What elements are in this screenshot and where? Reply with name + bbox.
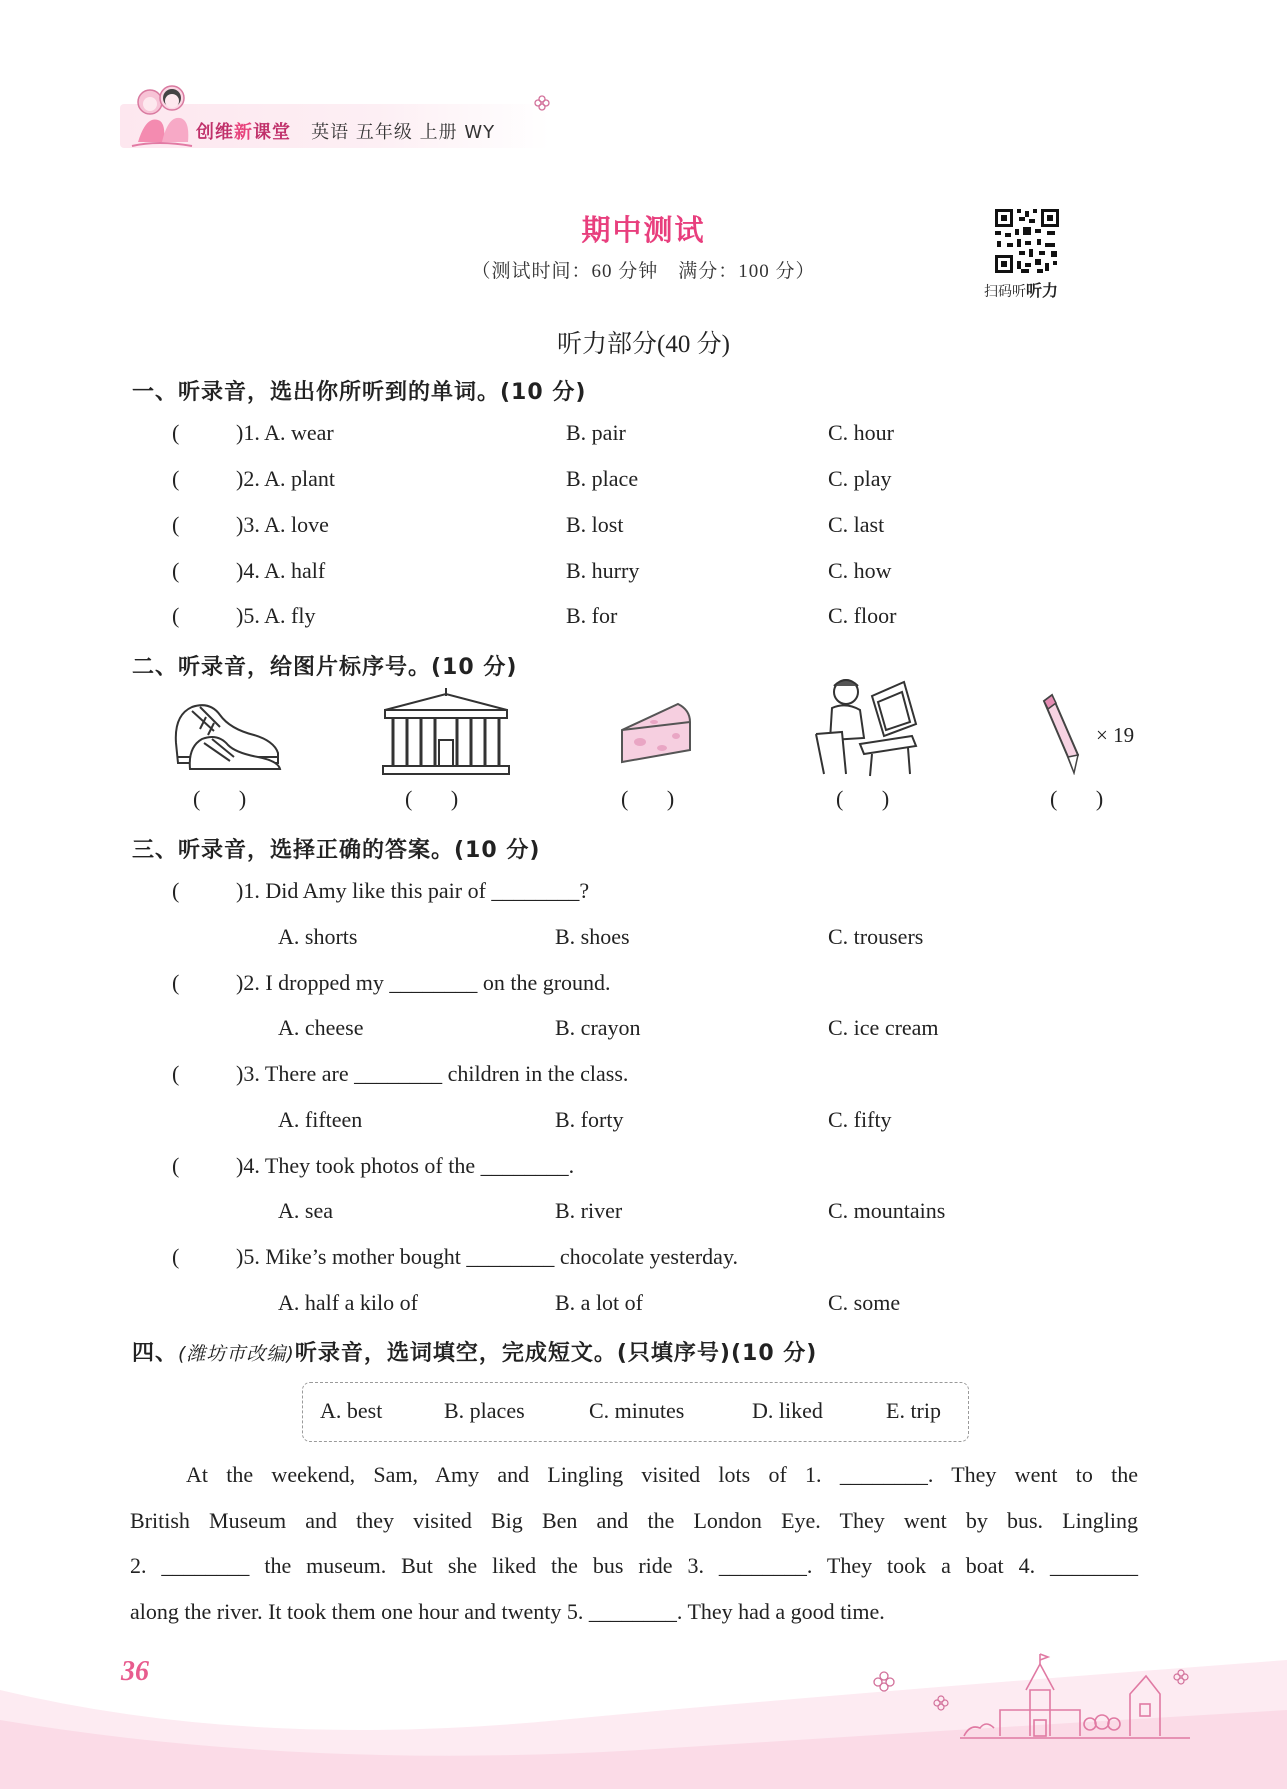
shoes-picture xyxy=(170,695,285,777)
answer-bracket[interactable]: ( xyxy=(172,420,180,445)
question-text: )1. Did Amy like this pair of ________? xyxy=(236,878,590,903)
answer-bracket[interactable]: ( xyxy=(172,1153,180,1178)
picture-answer-bracket[interactable]: ( ) xyxy=(1050,786,1104,811)
picture-answer-bracket[interactable]: ( ) xyxy=(405,786,459,811)
section3-heading: 三、听录音，选择正确的答案。(10 分) xyxy=(132,838,541,863)
answer-bracket[interactable]: ( xyxy=(172,1244,180,1269)
answer-bracket[interactable]: ( xyxy=(172,466,180,491)
cheese-picture xyxy=(618,700,694,766)
option-b: B. lost xyxy=(566,512,624,537)
section2-heading: 二、听录音，给图片标序号。(10 分) xyxy=(132,655,518,680)
page-title: 期中测试 xyxy=(581,213,706,247)
word-option: D. liked xyxy=(752,1398,823,1423)
section4-heading: 四、(潍坊市改编)听录音，选词填空，完成短文。(只填序号)(10 分) xyxy=(132,1341,818,1366)
option-b: B. crayon xyxy=(555,1015,641,1040)
option-c: C. floor xyxy=(828,603,897,628)
word-option: B. places xyxy=(444,1398,525,1423)
option-c: C. mountains xyxy=(828,1198,946,1223)
item-text: )3. A. love xyxy=(236,512,329,537)
flower-icon xyxy=(1172,1668,1190,1686)
picture-answer-bracket[interactable]: ( ) xyxy=(193,786,247,811)
option-b: B. place xyxy=(566,466,639,491)
passage-line: British Museum and they visited Big Ben and the London Eye. They went by bus. Lingling xyxy=(130,1507,1138,1533)
option-c: C. ice cream xyxy=(828,1015,939,1040)
book-info: 英语 五年级 上册 WY xyxy=(311,122,496,143)
answer-bracket[interactable]: ( xyxy=(172,603,180,628)
item-text: )1. A. wear xyxy=(236,420,334,445)
page-number: 36 xyxy=(121,1656,149,1687)
word-option: E. trip xyxy=(886,1398,941,1423)
option-c: C. fifty xyxy=(828,1107,892,1132)
option-b: B. pair xyxy=(566,420,626,445)
picture-answer-bracket[interactable]: ( ) xyxy=(836,786,890,811)
question-text: )4. They took photos of the ________. xyxy=(236,1153,575,1178)
flower-icon xyxy=(533,94,551,112)
option-c: C. how xyxy=(828,558,892,583)
option-a: A. sea xyxy=(278,1198,333,1223)
item-text: )4. A. half xyxy=(236,558,326,583)
flower-icon xyxy=(932,1694,950,1712)
header-text xyxy=(196,118,495,144)
picture-answer-bracket[interactable]: ( ) xyxy=(621,786,675,811)
option-b: B. forty xyxy=(555,1107,624,1132)
brand-name: 创维新课堂 xyxy=(196,122,291,143)
option-c: C. hour xyxy=(828,420,894,445)
answer-bracket[interactable]: ( xyxy=(172,878,180,903)
pencil-count: × 19 xyxy=(1096,723,1135,747)
word-option: C. minutes xyxy=(589,1398,685,1423)
item-text: )5. A. fly xyxy=(236,603,316,628)
option-b: B. hurry xyxy=(566,558,640,583)
item-text: )2. A. plant xyxy=(236,466,335,491)
option-a: A. half a kilo of xyxy=(278,1290,418,1315)
option-c: C. last xyxy=(828,512,885,537)
qr-code-icon[interactable] xyxy=(993,207,1061,275)
part-heading: 听力部分(40 分) xyxy=(557,331,730,358)
option-c: C. some xyxy=(828,1290,901,1315)
test-info: （测试时间：60 分钟 满分：100 分） xyxy=(471,261,816,282)
boy-drawing-picture xyxy=(812,674,924,778)
mascot-kids-icon xyxy=(128,80,198,152)
pencil-picture xyxy=(1040,693,1090,775)
passage-line: 2. ________ the museum. But she liked the bus ride 3. ________. They took a boat 4. ________ xyxy=(130,1553,1138,1578)
castle-icon xyxy=(960,1650,1190,1740)
option-c: C. play xyxy=(828,466,892,491)
option-a: A. cheese xyxy=(278,1015,364,1040)
answer-bracket[interactable]: ( xyxy=(172,970,180,995)
question-text: )3. There are ________ children in the class. xyxy=(236,1061,629,1086)
section1-heading: 一、听录音，选出你所听到的单词。(10 分) xyxy=(132,380,587,405)
option-b: B. river xyxy=(555,1198,623,1223)
flower-icon xyxy=(872,1670,896,1692)
answer-bracket[interactable]: ( xyxy=(172,512,180,537)
question-text: )5. Mike’s mother bought ________ chocolate yesterday. xyxy=(236,1244,739,1269)
passage-line: along the river. It took them one hour and twenty 5. ________. They had a good time. xyxy=(130,1598,885,1624)
museum-picture xyxy=(381,688,511,776)
answer-bracket[interactable]: ( xyxy=(172,1061,180,1086)
qr-label: 扫码听听力 xyxy=(984,281,1059,300)
option-a: A. shorts xyxy=(278,924,358,949)
option-b: B. a lot of xyxy=(555,1290,643,1315)
option-c: C. trousers xyxy=(828,924,924,949)
word-option: A. best xyxy=(320,1398,383,1423)
answer-bracket[interactable]: ( xyxy=(172,558,180,583)
option-b: B. shoes xyxy=(555,924,630,949)
option-a: A. fifteen xyxy=(278,1107,363,1132)
passage-line: At the weekend, Sam, Amy and Lingling visited lots of 1. ________. They went to the xyxy=(186,1462,1138,1487)
question-text: )2. I dropped my ________ on the ground. xyxy=(236,970,611,995)
option-b: B. for xyxy=(566,603,618,628)
